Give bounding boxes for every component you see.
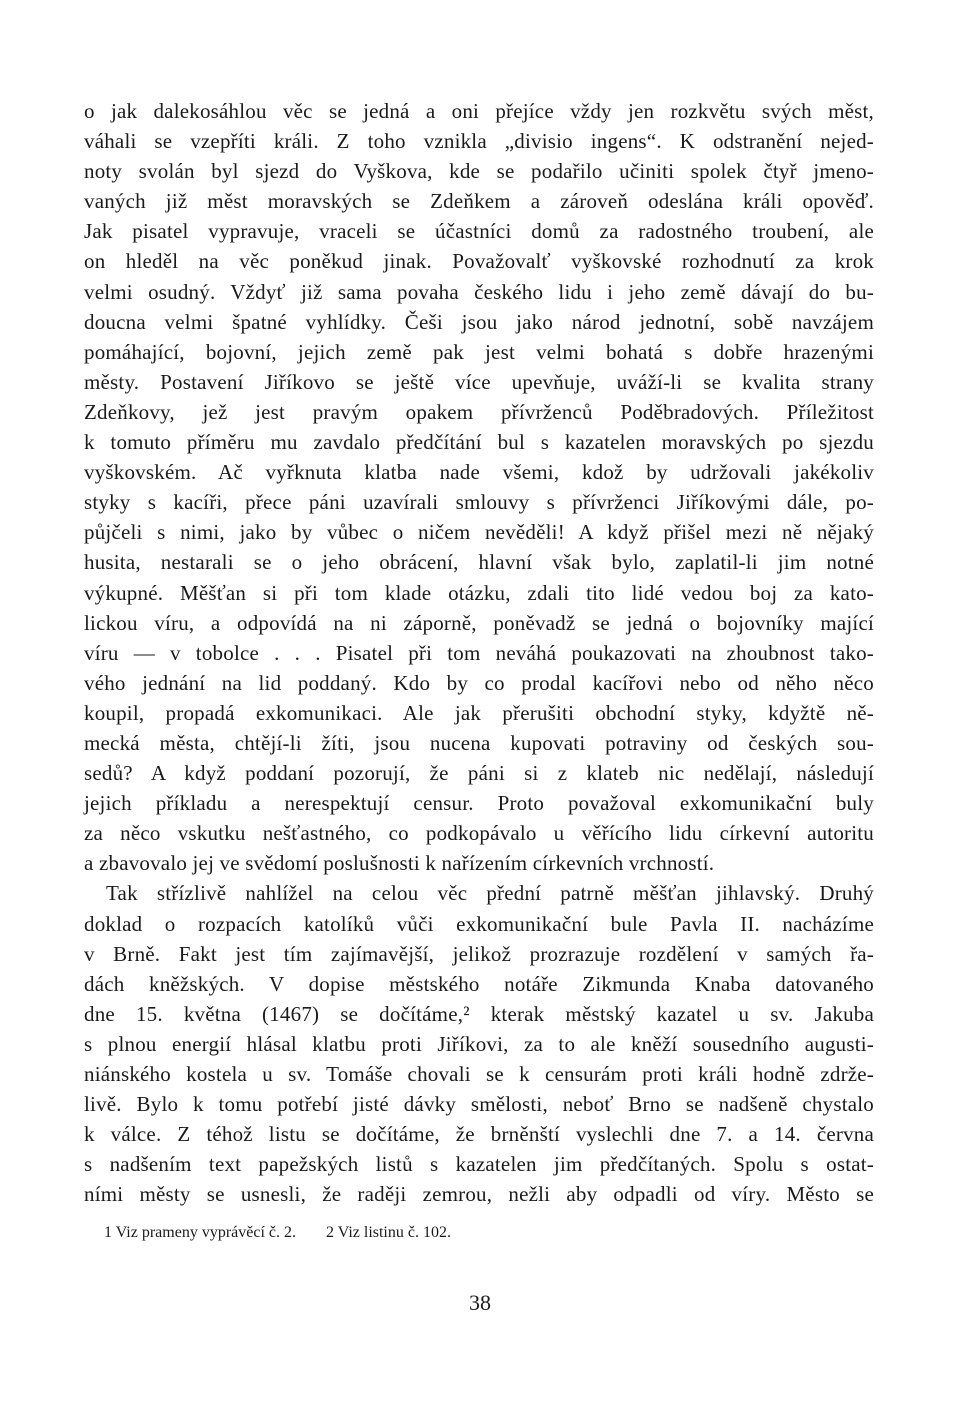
text-line: velmi osudný. Vždyť již sama povaha českého lidu i jeho země dávají do bu- <box>84 279 874 304</box>
text-line: vého jednání na lid poddaný. Kdo by co prodal kacířovi nebo od něho něco <box>84 670 874 695</box>
text-line: pomáhající, bojovní, jejich země pak jest velmi bohatá s dobře hrazenými <box>84 339 874 364</box>
text-line: městy. Postavení Jiříkovo se ještě více upevňuje, uváží-li se kvalita strany <box>84 369 874 394</box>
text-line: mecká města, chtějí-li žíti, jsou nucena kupovati potraviny od českých sou- <box>84 730 874 755</box>
text-line: s plnou energií hlásal klatbu proti Jiříkovi, za to ale kněží sousedního augusti- <box>84 1031 874 1056</box>
text-line: on hleděl na věc poněkud jinak. Považovalť vyškovské rozhodnutí za krok <box>84 249 874 274</box>
text-line: vaných již měst moravských se Zdeňkem a zároveň odeslána králi opověď. <box>84 189 874 214</box>
text-line: ními městy se usnesli, že raději zemrou, nežli aby odpadli od víry. Město se <box>84 1182 874 1207</box>
text-line: vyškovském. Ač vyřknuta klatba nade všemi, kdož by udržovali jakékoliv <box>84 460 874 485</box>
text-line: k tomuto příměru mu zavdalo předčítání bul s kazatelen moravských po sjezdu <box>84 430 874 455</box>
text-line: Tak střízlivě nahlížel na celou věc přední patrně měšťan jihlavský. Druhý <box>106 881 874 906</box>
text-line: v Brně. Fakt jest tím zajímavější, jelikož prozrazuje rozdělení v samých řa- <box>84 941 874 966</box>
text-line: víru — v tobolce . . . Pisatel při tom neváhá poukazovati na zhoubnost tako- <box>84 640 874 665</box>
text-line: doucna velmi špatné vyhlídky. Češi jsou jako národ jednotní, sobě navzájem <box>84 309 874 334</box>
text-line: lickou víru, a odpovídá na ni záporně, poněvadž se jedná o bojovníky mající <box>84 610 874 635</box>
text-line: husita, nestarali se o jeho obrácení, hlavní však bylo, zaplatil-li jim notné <box>84 550 874 575</box>
text-line: niánského kostela u sv. Tomáše chovali se k censurám proti králi hodně zdrže- <box>84 1062 874 1086</box>
text-line: doklad o rozpacích katolíků vůči exkomunikační bule Pavla II. nacházíme <box>84 911 874 936</box>
footnotes <box>104 1224 477 1242</box>
footnote-1: 1 Viz prameny vyprávěcí č. 2. <box>104 1224 297 1241</box>
text-line: Zdeňkovy, jež jest pravým opakem přívrženců Poděbradových. Příležitost <box>84 399 874 424</box>
page-number: 38 <box>469 1290 491 1315</box>
text-line: s nadšením text papežských listů s kazatelen jim předčítaných. Spolu s ostat- <box>84 1152 874 1177</box>
text-line: váhali se vzepříti králi. Z toho vznikla „divisio ingens“. K odstranění nejed- <box>84 129 874 154</box>
text-line: dách kněžských. V dopise městského notáře Zikmunda Knaba datovaného <box>84 971 874 996</box>
text-line: jejich příkladu a nerespektují censur. Proto považoval exkomunikační buly <box>84 791 874 816</box>
text-line: za něco vskutku nešťastného, co podkopávalo u věřícího lidu církevní autoritu <box>84 821 874 846</box>
text-line: výkupné. Měšťan si při tom klade otázku, zdali tito lidé vedou boj za kato- <box>84 580 874 605</box>
text-line: a zbavovalo jej ve svědomí poslušnosti k nařízením církevních vrchností. <box>84 851 715 876</box>
text-line: o jak dalekosáhlou věc se jedná a oni přejíce vždy jen rozkvětu svých měst, <box>84 99 874 123</box>
footnote-2: 2 Viz listinu č. 102. <box>326 1224 451 1241</box>
text-line: k válce. Z téhož listu se dočítáme, že brněnští vyslechli dne 7. a 14. června <box>84 1122 874 1147</box>
body-text <box>84 96 874 1209</box>
text-line: noty svolán byl sjezd do Vyškova, kde se podařilo učiniti spolek čtyř jmeno- <box>84 159 874 184</box>
text-line: půjčeli s nimi, jako by vůbec o ničem nevěděli! A když přišel mezi ně nějaký <box>84 520 874 545</box>
text-line: dne 15. května (1467) se dočítáme,² kterak městský kazatel u sv. Jakuba <box>84 1001 874 1026</box>
text-line: styky s kacíři, přece páni uzavírali smlouvy s přívrženci Jiříkovými dále, po- <box>84 490 874 515</box>
text-line: sedů? A když poddaní pozorují, že páni si z klateb nic nedělají, následují <box>84 761 874 786</box>
text-line: koupil, propadá exkomunikaci. Ale jak přerušiti obchodní styky, kdyžtě ně- <box>84 700 874 725</box>
text-line: livě. Bylo k tomu potřebí jisté dávky smělosti, neboť Brno se nadšeně chystalo <box>84 1092 874 1117</box>
text-line: Jak pisatel vypravuje, vraceli se účastníci domů za radostného troubení, ale <box>84 219 874 244</box>
